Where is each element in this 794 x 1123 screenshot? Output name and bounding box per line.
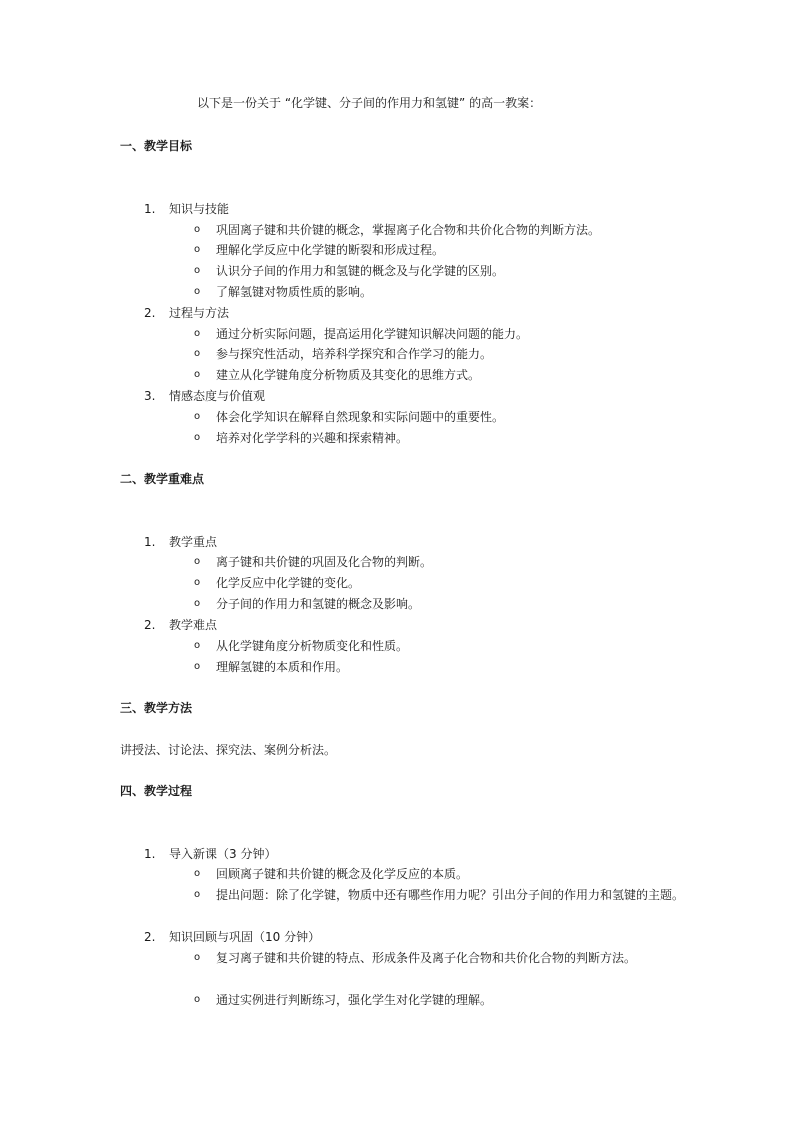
sub-list-item <box>194 261 684 282</box>
sub-list-item-text: 参与探究性活动，培养科学探究和合作学习的能力。 <box>216 347 493 361</box>
intro-text: 以下是一份关于 “化学键、分子间的作用力和氢键” 的高一教案： <box>197 96 542 110</box>
sub-list-item-text: 理解化学反应中化学键的断裂和形成过程。 <box>216 243 445 257</box>
sub-list-item-text: 了解氢键对物质性质的影响。 <box>216 285 373 299</box>
list-number: 2. <box>144 930 156 944</box>
list-item-label: 教学难点 <box>169 618 218 632</box>
circle-bullet-icon: o <box>194 994 201 1005</box>
circle-bullet-icon: o <box>194 432 201 443</box>
sub-list-item <box>194 407 684 428</box>
circle-bullet-icon: o <box>194 369 201 380</box>
sub-list-item-text: 培养对化学学科的兴趣和探索精神。 <box>216 431 409 445</box>
list-number: 1. <box>144 535 156 549</box>
sub-list-item-text: 复习离子键和共价键的特点、形成条件及离子化合物和共价化合物的判断方法。 <box>216 951 637 965</box>
section-heading-goals: 一、教学目标 <box>120 139 193 153</box>
sub-list-item-text: 理解氢键的本质和作用。 <box>216 660 349 674</box>
list-item-label: 知识回顾与巩固（10 分钟） <box>169 930 321 944</box>
circle-bullet-icon: o <box>194 224 201 235</box>
sub-list-item <box>194 573 684 594</box>
sub-list-item <box>194 282 684 303</box>
list-item-label: 教学重点 <box>169 535 218 549</box>
circle-bullet-icon: o <box>194 661 201 672</box>
list-item <box>144 927 320 947</box>
sub-list-item-text: 体会化学知识在解释自然现象和实际问题中的重要性。 <box>216 410 505 424</box>
list-item <box>144 532 217 552</box>
list-item-label: 过程与方法 <box>169 306 230 320</box>
sub-list-item <box>194 864 684 885</box>
sub-list-item-text: 分子间的作用力和氢键的概念及影响。 <box>216 597 421 611</box>
sub-list-item <box>194 948 684 969</box>
list-item <box>144 615 217 635</box>
list-number: 1. <box>144 202 156 216</box>
sub-list-item <box>194 552 684 573</box>
sub-list-item <box>194 990 684 1011</box>
methods-text: 讲授法、讨论法、探究法、案例分析法。 <box>120 743 337 757</box>
sub-list-item <box>194 428 684 449</box>
sub-list-item-text: 通过实例进行判断练习，强化学生对化学键的理解。 <box>216 993 493 1007</box>
section-heading-methods: 三、教学方法 <box>120 701 193 715</box>
sub-list-item-text: 化学反应中化学键的变化。 <box>216 576 361 590</box>
list-item-label: 导入新课（3 分钟） <box>169 847 277 861</box>
sub-list-item-text: 巩固离子键和共价键的概念，掌握离子化合物和共价化合物的判断方法。 <box>216 223 601 237</box>
sub-list-item-text: 离子键和共价键的巩固及化合物的判断。 <box>216 555 433 569</box>
sub-list-item-text: 从化学键角度分析物质变化和性质。 <box>216 639 409 653</box>
list-number: 3. <box>144 389 156 403</box>
circle-bullet-icon: o <box>194 640 201 651</box>
circle-bullet-icon: o <box>194 328 201 339</box>
sub-list-item <box>194 636 684 657</box>
sub-list-item-text: 提出问题：除了化学键，物质中还有哪些作用力呢？引出分子间的作用力和氢键的主题。 <box>216 888 685 902</box>
list-number: 1. <box>144 847 156 861</box>
sub-list-item <box>194 365 684 386</box>
list-item <box>144 386 265 406</box>
circle-bullet-icon: o <box>194 286 201 297</box>
circle-bullet-icon: o <box>194 868 201 879</box>
list-number: 2. <box>144 306 156 320</box>
list-number: 2. <box>144 618 156 632</box>
sub-list-item <box>194 657 684 678</box>
list-item-label: 知识与技能 <box>169 202 230 216</box>
circle-bullet-icon: o <box>194 244 201 255</box>
circle-bullet-icon: o <box>194 952 201 963</box>
sub-list-item-text: 通过分析实际问题，提高运用化学键知识解决问题的能力。 <box>216 327 529 341</box>
circle-bullet-icon: o <box>194 598 201 609</box>
circle-bullet-icon: o <box>194 556 201 567</box>
section-heading-key-points: 二、教学重难点 <box>120 472 205 486</box>
section-heading-process: 四、教学过程 <box>120 784 193 798</box>
sub-list-item <box>194 220 684 241</box>
sub-list-item <box>194 885 684 906</box>
list-item <box>144 303 229 323</box>
list-item <box>144 844 276 864</box>
sub-list-item <box>194 324 684 345</box>
sub-list-item-text: 回顾离子键和共价键的概念及化学反应的本质。 <box>216 867 469 881</box>
sub-list-item <box>194 344 684 365</box>
sub-list-item-text: 建立从化学键角度分析物质及其变化的思维方式。 <box>216 368 481 382</box>
sub-list-item <box>194 594 684 615</box>
sub-list-item <box>194 240 684 261</box>
sub-list-item-text: 认识分子间的作用力和氢键的概念及与化学键的区别。 <box>216 264 505 278</box>
circle-bullet-icon: o <box>194 265 201 276</box>
list-item-label: 情感态度与价值观 <box>169 389 266 403</box>
circle-bullet-icon: o <box>194 411 201 422</box>
circle-bullet-icon: o <box>194 348 201 359</box>
list-item <box>144 199 229 219</box>
circle-bullet-icon: o <box>194 577 201 588</box>
circle-bullet-icon: o <box>194 889 201 900</box>
